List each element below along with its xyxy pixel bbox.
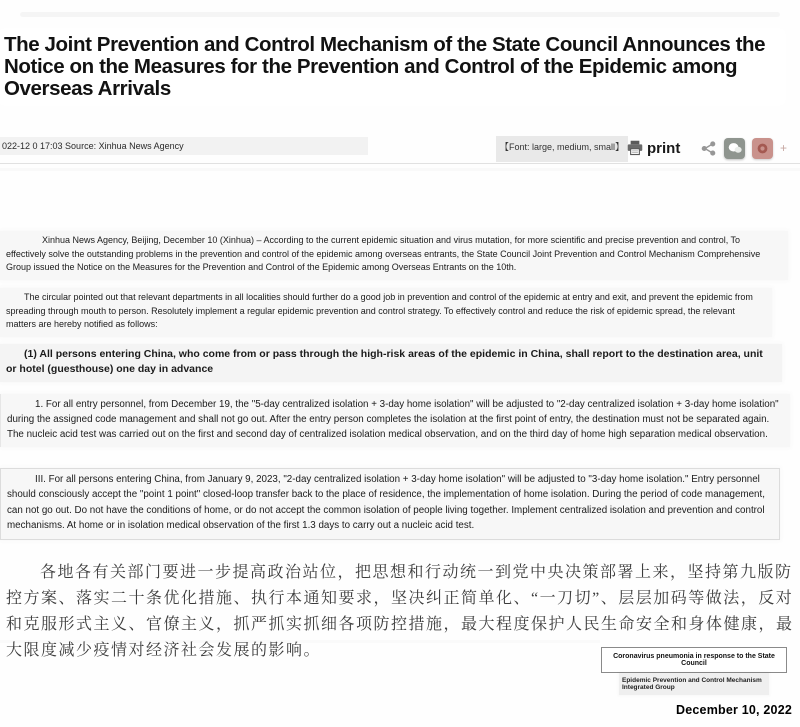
paragraph-item-1: (1) All persons entering China, who come from or pass through the high-risk areas of the epidemic in China, shall report to the destination area, unit or hotel (guesthouse) one day in advance xyxy=(0,344,782,382)
printer-icon xyxy=(626,140,644,156)
header-divider xyxy=(0,163,800,164)
article-dateline: 022-12 0 17:03 Source: Xinhua News Agency xyxy=(0,137,368,155)
font-size-selector[interactable]: 【Font: large, medium, small】 xyxy=(496,136,628,162)
share-nodes-icon[interactable] xyxy=(700,140,717,157)
scan-streak xyxy=(20,12,780,17)
print-button[interactable] xyxy=(626,137,680,159)
paragraph-chinese-closing: 各地各有关部门要进一步提高政治站位，把思想和行动统一到党中央决策部署上来，坚持第九版防控方案、落实二十条优化措施、执行本通知要求，坚决纠正简单化、“一刀切”、层层加码等做法，反对和克服形式主义、官僚主义，抓严抓实抓细各项防控措施，最大程度保护人民生命安全和身体健康，最大限度减少疫情对经济社会发展的影响。 xyxy=(6,564,794,659)
signature-org-line2: Epidemic Prevention and Control Mechanism Integrated Group xyxy=(619,673,769,695)
signature-date: December 10, 2022 xyxy=(676,703,792,717)
scan-streak xyxy=(0,168,800,171)
print-button-label: print xyxy=(647,139,681,157)
wechat-share-icon[interactable] xyxy=(724,138,745,159)
paragraph-intro: Xinhua News Agency, Beijing, December 10 (Xinhua) – According to the current epidemic situation and virus mutation, for more scientific and precise prevention and control, To effectively solve the outstanding problems in the prevention and control of the epidemic among overseas entrants, the State Council Joint Prevention and Control Mechanism Comprehensive Group issued the Notice on the Measures for the Prevention and Control of the Epidemic among Overseas Entrants on the 10th. xyxy=(0,231,788,280)
signature-org-line1: Coronavirus pneumonia in response to the State Council xyxy=(601,647,787,673)
weibo-share-icon[interactable] xyxy=(752,138,773,159)
paragraph-circular: The circular pointed out that relevant departments in all localities should further do a good job in prevention and control of the epidemic at entry and exit, and prevent the epidemic from spreading through mouth to person. Resolutely implement a regular epidemic prevention and control strategy. To effectively control and reduce the risk of epidemic spread, the relevant matters are hereby notified as follows: xyxy=(0,288,772,337)
page-title: The Joint Prevention and Control Mechanism of the State Council Announces the Notice on the Measures for the Prevention and Control of the Epidemic among Overseas Arrivals xyxy=(4,34,780,100)
paragraph-item-3: III. For all persons entering China, from January 9, 2023, "2-day centralized isolation + 3-day home isolation" will be adjusted to "3-day home isolation." Entry personnel should consciously accept the "point 1 point" closed-loop transfer back to the place of residence, the implementation of home isolation. During the period of code management, can not go out. Do not have the conditions of home, or do not accept the common isolation of people living together. Implement centralized isolation and prevention and control mechanisms. At home or in isolation medical observation of the first 1.3 days to carry out a nucleic acid test. xyxy=(0,468,780,540)
paragraph-item-2: 1. For all entry personnel, from December 19, the "5-day centralized isolation + 3-day home isolation" will be adjusted to "2-day centralized isolation + 3-day home isolation" during the assigned code management and shall not go out. After the entry person completes the isolation at the first point of entry, the destination must not be separated again. The nucleic acid test was carried out on the first and second day of centralized isolation medical observation, and on the third day of home high separation medical observation. xyxy=(0,394,790,447)
share-toolbar xyxy=(700,136,787,160)
share-more-button[interactable]: + xyxy=(780,141,788,155)
